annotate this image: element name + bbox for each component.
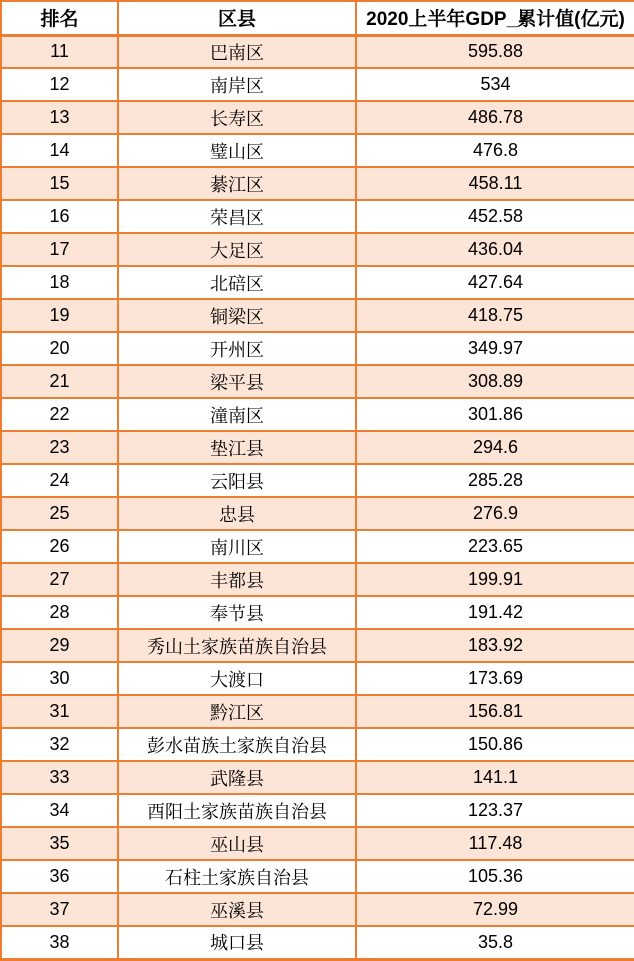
gdp-value-cell: 349.97 xyxy=(356,332,634,365)
district-cell: 云阳县 xyxy=(118,464,356,497)
district-cell: 开州区 xyxy=(118,332,356,365)
gdp-value-cell: 534 xyxy=(356,68,634,101)
rank-cell: 37 xyxy=(1,893,118,926)
col-header-district: 区县 xyxy=(118,1,356,35)
table-row xyxy=(1,728,634,761)
district-cell: 南川区 xyxy=(118,530,356,563)
gdp-value-cell: 418.75 xyxy=(356,299,634,332)
table-row xyxy=(1,134,634,167)
district-cell: 大渡口 xyxy=(118,662,356,695)
gdp-value-cell: 123.37 xyxy=(356,794,634,827)
table-body xyxy=(1,35,634,959)
rank-cell: 11 xyxy=(1,35,118,68)
gdp-value-cell: 150.86 xyxy=(356,728,634,761)
district-cell: 璧山区 xyxy=(118,134,356,167)
table-row xyxy=(1,68,634,101)
table-row xyxy=(1,563,634,596)
table-row xyxy=(1,926,634,959)
rank-cell: 20 xyxy=(1,332,118,365)
table-row xyxy=(1,761,634,794)
table-row xyxy=(1,596,634,629)
district-cell: 武隆县 xyxy=(118,761,356,794)
district-cell: 大足区 xyxy=(118,233,356,266)
rank-cell: 21 xyxy=(1,365,118,398)
gdp-value-cell: 105.36 xyxy=(356,860,634,893)
district-cell: 荣昌区 xyxy=(118,200,356,233)
gdp-value-cell: 223.65 xyxy=(356,530,634,563)
district-cell: 丰都县 xyxy=(118,563,356,596)
district-cell: 巫山县 xyxy=(118,827,356,860)
rank-cell: 27 xyxy=(1,563,118,596)
gdp-value-cell: 141.1 xyxy=(356,761,634,794)
district-cell: 巫溪县 xyxy=(118,893,356,926)
table-row xyxy=(1,233,634,266)
rank-cell: 25 xyxy=(1,497,118,530)
district-cell: 潼南区 xyxy=(118,398,356,431)
gdp-value-cell: 452.58 xyxy=(356,200,634,233)
table-row xyxy=(1,101,634,134)
gdp-value-cell: 276.9 xyxy=(356,497,634,530)
rank-cell: 38 xyxy=(1,926,118,959)
rank-cell: 17 xyxy=(1,233,118,266)
district-cell: 彭水苗族土家族自治县 xyxy=(118,728,356,761)
district-cell: 酉阳土家族苗族自治县 xyxy=(118,794,356,827)
gdp-value-cell: 35.8 xyxy=(356,926,634,959)
gdp-value-cell: 173.69 xyxy=(356,662,634,695)
rank-cell: 23 xyxy=(1,431,118,464)
table-row xyxy=(1,827,634,860)
rank-cell: 26 xyxy=(1,530,118,563)
rank-cell: 28 xyxy=(1,596,118,629)
rank-cell: 12 xyxy=(1,68,118,101)
gdp-value-cell: 156.81 xyxy=(356,695,634,728)
gdp-value-cell: 595.88 xyxy=(356,35,634,68)
rank-cell: 33 xyxy=(1,761,118,794)
rank-cell: 18 xyxy=(1,266,118,299)
gdp-value-cell: 199.91 xyxy=(356,563,634,596)
header-row xyxy=(1,1,634,35)
gdp-value-cell: 308.89 xyxy=(356,365,634,398)
gdp-value-cell: 191.42 xyxy=(356,596,634,629)
table-row xyxy=(1,200,634,233)
gdp-value-cell: 458.11 xyxy=(356,167,634,200)
table-row xyxy=(1,35,634,68)
rank-cell: 36 xyxy=(1,860,118,893)
table-row xyxy=(1,629,634,662)
gdp-value-cell: 436.04 xyxy=(356,233,634,266)
rank-cell: 16 xyxy=(1,200,118,233)
rank-cell: 22 xyxy=(1,398,118,431)
district-cell: 北碚区 xyxy=(118,266,356,299)
table-row xyxy=(1,266,634,299)
table-row xyxy=(1,794,634,827)
rank-cell: 34 xyxy=(1,794,118,827)
table-row xyxy=(1,893,634,926)
gdp-value-cell: 117.48 xyxy=(356,827,634,860)
district-cell: 巴南区 xyxy=(118,35,356,68)
gdp-value-cell: 294.6 xyxy=(356,431,634,464)
col-header-gdp-value: 2020上半年GDP_累计值(亿元) xyxy=(356,1,634,35)
rank-cell: 15 xyxy=(1,167,118,200)
table-row xyxy=(1,431,634,464)
gdp-value-cell: 285.28 xyxy=(356,464,634,497)
table-row xyxy=(1,299,634,332)
table-row xyxy=(1,167,634,200)
table-row xyxy=(1,860,634,893)
table-row xyxy=(1,497,634,530)
rank-cell: 14 xyxy=(1,134,118,167)
rank-cell: 35 xyxy=(1,827,118,860)
district-cell: 石柱土家族自治县 xyxy=(118,860,356,893)
gdp-value-cell: 183.92 xyxy=(356,629,634,662)
rank-cell: 31 xyxy=(1,695,118,728)
table-row xyxy=(1,332,634,365)
rank-cell: 13 xyxy=(1,101,118,134)
rank-cell: 32 xyxy=(1,728,118,761)
district-cell: 垫江县 xyxy=(118,431,356,464)
table-row xyxy=(1,398,634,431)
district-cell: 秀山土家族苗族自治县 xyxy=(118,629,356,662)
district-cell: 长寿区 xyxy=(118,101,356,134)
district-cell: 黔江区 xyxy=(118,695,356,728)
district-cell: 城口县 xyxy=(118,926,356,959)
district-cell: 綦江区 xyxy=(118,167,356,200)
gdp-value-cell: 476.8 xyxy=(356,134,634,167)
district-cell: 忠县 xyxy=(118,497,356,530)
gdp-value-cell: 72.99 xyxy=(356,893,634,926)
table-row xyxy=(1,530,634,563)
gdp-value-cell: 486.78 xyxy=(356,101,634,134)
district-cell: 奉节县 xyxy=(118,596,356,629)
table-row xyxy=(1,365,634,398)
district-cell: 铜梁区 xyxy=(118,299,356,332)
rank-cell: 24 xyxy=(1,464,118,497)
table-row xyxy=(1,695,634,728)
rank-cell: 29 xyxy=(1,629,118,662)
table-row xyxy=(1,662,634,695)
district-cell: 梁平县 xyxy=(118,365,356,398)
table-row xyxy=(1,464,634,497)
rank-cell: 30 xyxy=(1,662,118,695)
rank-cell: 19 xyxy=(1,299,118,332)
gdp-value-cell: 427.64 xyxy=(356,266,634,299)
gdp-value-cell: 301.86 xyxy=(356,398,634,431)
district-cell: 南岸区 xyxy=(118,68,356,101)
col-header-rank: 排名 xyxy=(1,1,118,35)
